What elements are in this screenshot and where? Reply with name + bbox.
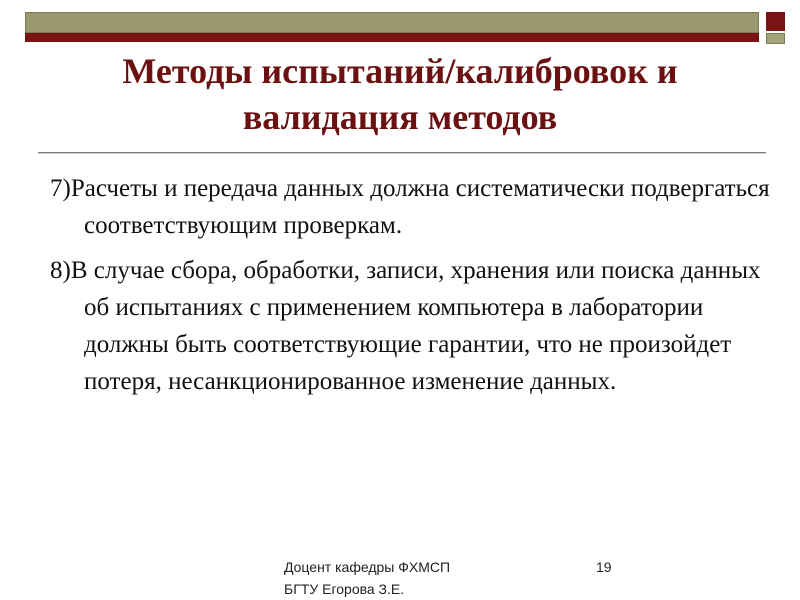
footer-author <box>284 556 450 600</box>
page-number: 19 <box>596 559 612 575</box>
list-item-7: 7)Расчеты и передача данных должна систематически подвергаться соответствующим проверкам. <box>50 175 770 239</box>
footer-author-line1: Доцент кафедры ФХМСП <box>284 559 451 575</box>
corner-square-olive <box>766 33 785 44</box>
header-decor-bar <box>25 12 759 33</box>
list-item-8: 8)В случае сбора, обработки, записи, хранения или поиска данных об испытаниях с применением компьютера в лаборатории должны быть соответствующие гарантии, что не произойдет потеря, несанкционированное изменение данных. <box>50 257 761 395</box>
corner-square-red <box>766 12 785 31</box>
footer-author-line2: БГТУ Егорова З.Е. <box>284 581 405 597</box>
header-accent-bar <box>25 33 759 42</box>
slide-title: Методы испытаний/калибровок и валидация методов <box>122 51 678 137</box>
slide-body <box>50 170 770 408</box>
title-divider <box>38 152 766 153</box>
